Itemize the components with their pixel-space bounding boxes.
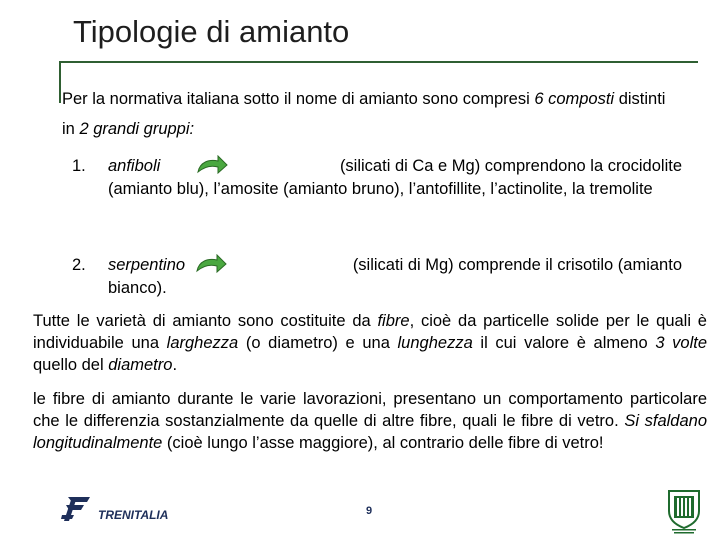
list-first-line: (silicati di Ca e Mg) comprendono la crocidolite xyxy=(339,157,682,175)
paragraph-emphasis: Si sfaldano longitudinalmente xyxy=(33,412,708,452)
behaviour-paragraph xyxy=(33,388,707,454)
page-title: Tipologie di amianto xyxy=(73,14,350,49)
paragraph-emphasis: lunghezza xyxy=(397,334,473,352)
trenitalia-logo-icon xyxy=(60,493,94,525)
paragraph-text: le fibre di amianto durante le varie lavorazioni, presentano un comportamento particolare che le differenzia sostanzialmente da quelle di altre fibre, quali le fibre di vetro. xyxy=(33,390,707,430)
paragraph-text: quello del xyxy=(33,356,109,374)
university-crest-icon xyxy=(666,489,702,535)
fibre-paragraph xyxy=(33,310,707,376)
trenitalia-logo xyxy=(60,493,168,525)
paragraph-text: Tutte le varietà di amianto sono costituite da xyxy=(33,312,378,330)
list-item-body xyxy=(108,254,682,300)
intro-emphasis: 2 grandi gruppi: xyxy=(79,120,195,138)
intro-emphasis: 6 composti xyxy=(534,90,615,108)
intro-text: Per la normativa italiana sotto il nome di amianto sono compresi xyxy=(62,90,535,108)
paragraph-emphasis: 3 volte xyxy=(655,334,707,352)
left-rule xyxy=(59,61,61,103)
paragraph-text: . xyxy=(172,356,178,374)
list-item-body xyxy=(108,155,682,201)
list-term: serpentino xyxy=(108,256,186,274)
curved-arrow-icon xyxy=(194,254,228,274)
paragraph-emphasis: larghezza xyxy=(166,334,239,352)
list-first-line: (silicati di Mg) comprende il crisotilo (amianto xyxy=(352,256,682,274)
title-underline xyxy=(60,61,698,63)
intro-text: distinti in xyxy=(62,90,666,138)
list-number: 2. xyxy=(72,256,86,274)
paragraph-emphasis: fibre xyxy=(377,312,410,330)
list-term: anfiboli xyxy=(108,157,161,175)
paragraph-emphasis: diametro xyxy=(108,356,173,374)
list-rest: (amianto blu), l’amosite (amianto bruno), l’antofillite, l’actinolite, la tremolite xyxy=(108,180,653,198)
list-rest: bianco). xyxy=(108,279,167,297)
paragraph-text: , cioè da particelle solide per le quali è individuabile una xyxy=(33,312,707,352)
page-number: 9 xyxy=(366,505,373,517)
paragraph-text: (cioè lungo l’asse maggiore), al contrario delle fibre di vetro! xyxy=(162,434,604,452)
curved-arrow-icon xyxy=(195,155,229,175)
list-number: 1. xyxy=(72,157,86,175)
paragraph-text: il cui valore è almeno xyxy=(472,334,656,352)
intro-paragraph xyxy=(62,84,682,144)
brand-name: TRENITALIA xyxy=(98,508,169,522)
paragraph-text: (o diametro) e una xyxy=(238,334,398,352)
